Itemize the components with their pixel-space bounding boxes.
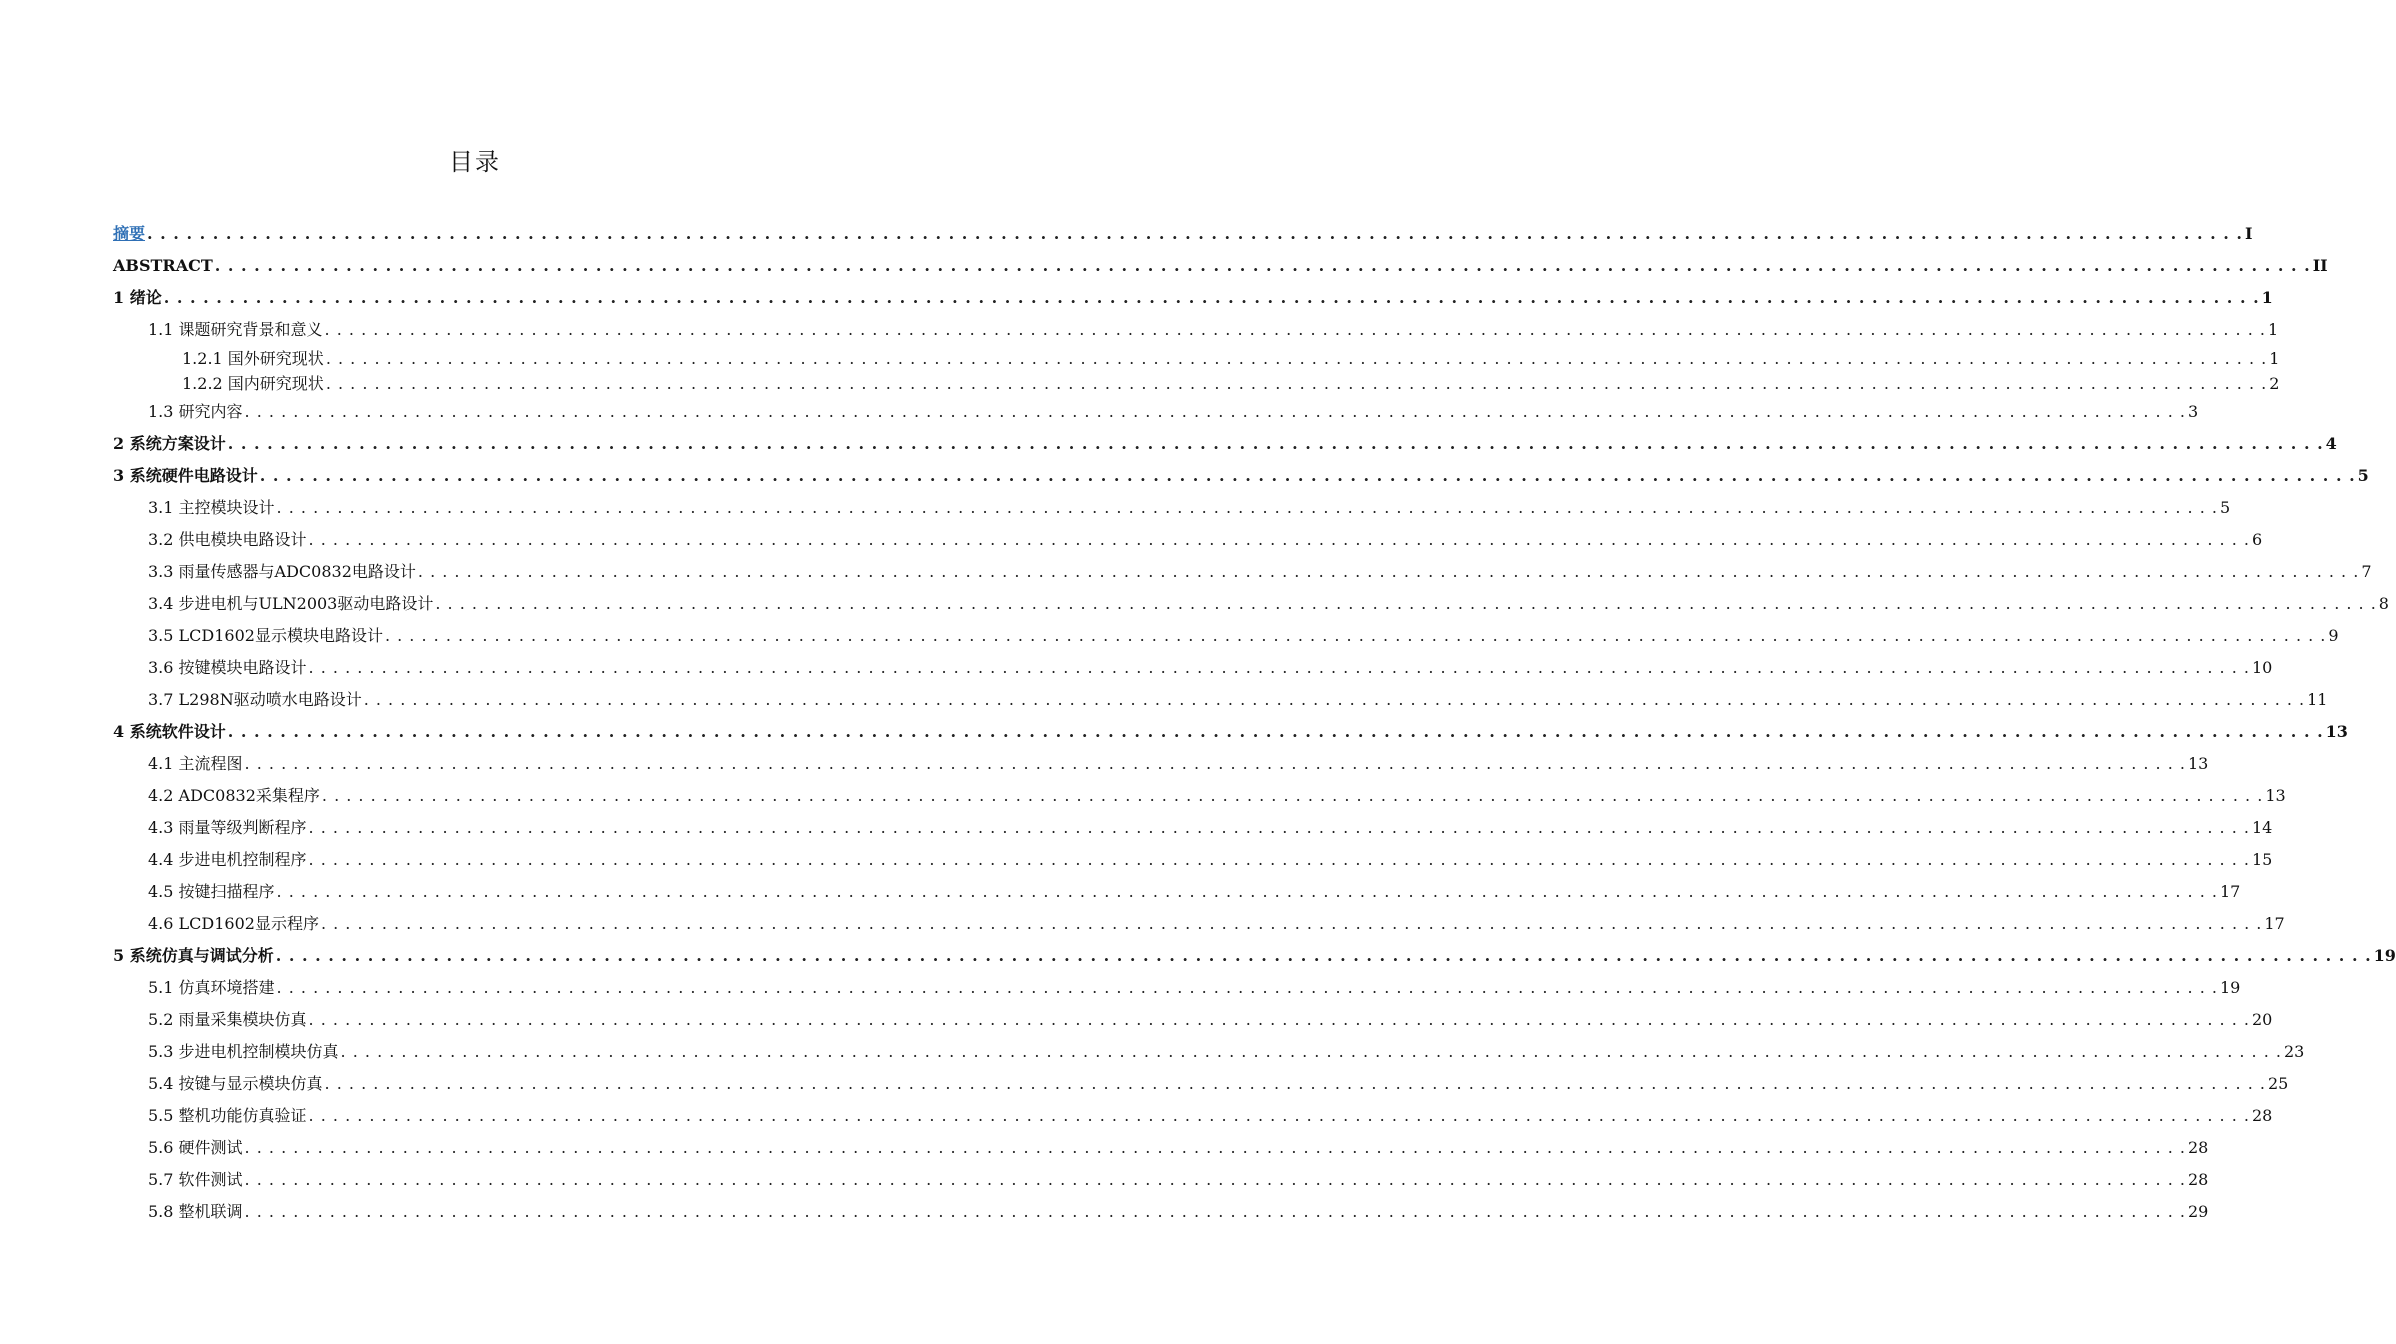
- toc-page-number: 19: [2219, 978, 2241, 997]
- toc-page-number: 5: [2357, 466, 2369, 485]
- toc-entry-label: 3.1 主控模块设计: [148, 492, 277, 524]
- toc-entry[interactable]: [113, 346, 2280, 371]
- toc-page-number: 28: [2251, 1106, 2273, 1125]
- toc-entry-label: 1 绪论: [113, 282, 164, 314]
- toc-entry[interactable]: [113, 972, 2241, 1004]
- toc-page-number: 14: [2251, 818, 2273, 837]
- toc-page-number: II: [2312, 256, 2328, 275]
- toc-dot-leader: . . . . . . . . . . . . . . . . . . . . . . . . . . . . . . . . . . . . . . . . . . . . . . . . . . . . . . . . . . . . . . . . . . . . . . . . . . . . . . . . . . . . . . . . . . . . . . . . . . . . . . . . . . . . . . . . . . . . . . . . . . . . . . . . . . . . . . . . . . . . . . . . . . . . . . . . . . . . . . . .: [163, 288, 2260, 307]
- toc-dot-leader: . . . . . . . . . . . . . . . . . . . . . . . . . . . . . . . . . . . . . . . . . . . . . . . . . . . . . . . . . . . . . . . . . . . . . . . . . . . . . . . . . . . . . . . . . . . . . . . . . . . . . . . . . . . . . . . . . . . . . . . . . . . . . . . . . . . . . . . . . . . . . . . . . . . . . . . . . . . . . . . .: [308, 1010, 2250, 1029]
- toc-entry-label: 5.1 仿真环境搭建: [148, 972, 277, 1004]
- toc-entry-label: 5.2 雨量采集模块仿真: [148, 1004, 309, 1036]
- toc-page-number: 7: [2361, 562, 2372, 581]
- toc-page-number: 1: [2269, 349, 2280, 368]
- toc-entry[interactable]: [113, 844, 2273, 876]
- toc-entry-label: 2 系统方案设计: [113, 428, 228, 460]
- toc-dot-leader: . . . . . . . . . . . . . . . . . . . . . . . . . . . . . . . . . . . . . . . . . . . . . . . . . . . . . . . . . . . . . . . . . . . . . . . . . . . . . . . . . . . . . . . . . . . . . . . . . . . . . . . . . . . . . . . . . . . . . . . . . . . . . . . . . . . . . . . . . . . . . . . . . . . . . . . . . . . . . . . .: [324, 1074, 2266, 1093]
- toc-page-number: 9: [2328, 626, 2339, 645]
- toc-entry[interactable]: [113, 1196, 2209, 1228]
- toc-dot-leader: . . . . . . . . . . . . . . . . . . . . . . . . . . . . . . . . . . . . . . . . . . . . . . . . . . . . . . . . . . . . . . . . . . . . . . . . . . . . . . . . . . . . . . . . . . . . . . . . . . . . . . . . . . . . . . . . . . . . . . . . . . . . . . . . . . . . . . . . . . . . . . . . . . . . . . . . . . . . . . . .: [324, 320, 2266, 339]
- toc-dot-leader: . . . . . . . . . . . . . . . . . . . . . . . . . . . . . . . . . . . . . . . . . . . . . . . . . . . . . . . . . . . . . . . . . . . . . . . . . . . . . . . . . . . . . . . . . . . . . . . . . . . . . . . . . . . . . . . . . . . . . . . . . . . . . . . . . . . . . . . . . . . . . . . . . . . . . . . . . . . . . . . .: [308, 658, 2250, 677]
- toc-dot-leader: . . . . . . . . . . . . . . . . . . . . . . . . . . . . . . . . . . . . . . . . . . . . . . . . . . . . . . . . . . . . . . . . . . . . . . . . . . . . . . . . . . . . . . . . . . . . . . . . . . . . . . . . . . . . . . . . . . . . . . . . . . . . . . . . . . . . . . . . . . . . . . . . . . . . . . . . . . . . . . . .: [227, 434, 2324, 453]
- toc-entry[interactable]: [113, 460, 2369, 492]
- toc-dot-leader: . . . . . . . . . . . . . . . . . . . . . . . . . . . . . . . . . . . . . . . . . . . . . . . . . . . . . . . . . . . . . . . . . . . . . . . . . . . . . . . . . . . . . . . . . . . . . . . . . . . . . . . . . . . . . . . . . . . . . . . . . . . . . . . . . . . . . . . . . . . . . . . . . . . . . . . . . . . . . . . .: [244, 1170, 2186, 1189]
- toc-page-number: 28: [2187, 1138, 2209, 1157]
- toc-entry-label: 4.4 步进电机控制程序: [148, 844, 309, 876]
- toc-entry-label: 4.1 主流程图: [148, 748, 245, 780]
- toc-page-number: 17: [2264, 914, 2285, 933]
- toc-page-number: 15: [2251, 850, 2273, 869]
- toc-entry[interactable]: [113, 1068, 2289, 1100]
- toc-entry[interactable]: [113, 780, 2286, 812]
- toc-entry-label: 3.2 供电模块电路设计: [148, 524, 309, 556]
- toc-entry-label: 4.3 雨量等级判断程序: [148, 812, 309, 844]
- toc-entry-label: 4.6 LCD1602显示程序: [148, 908, 321, 940]
- toc-entry[interactable]: [113, 652, 2273, 684]
- toc-entry-label: 5 系统仿真与调试分析: [113, 940, 276, 972]
- toc-dot-leader: . . . . . . . . . . . . . . . . . . . . . . . . . . . . . . . . . . . . . . . . . . . . . . . . . . . . . . . . . . . . . . . . . . . . . . . . . . . . . . . . . . . . . . . . . . . . . . . . . . . . . . . . . . . . . . . . . . . . . . . . . . . . . . . . . . . . . . . . . . . . . . . . . . . . . . . . . . . . . . . .: [308, 1106, 2250, 1125]
- toc-dot-leader: . . . . . . . . . . . . . . . . . . . . . . . . . . . . . . . . . . . . . . . . . . . . . . . . . . . . . . . . . . . . . . . . . . . . . . . . . . . . . . . . . . . . . . . . . . . . . . . . . . . . . . . . . . . . . . . . . . . . . . . . . . . . . . . . . . . . . . . . . . . . . . . . . . . . . . . . . . . . . . . .: [340, 1042, 2282, 1061]
- toc-entry-label: 1.1 课题研究背景和意义: [148, 314, 325, 346]
- toc-entry-label: 1.2.1 国外研究现状: [182, 346, 326, 371]
- toc-page-number: 29: [2187, 1202, 2209, 1221]
- toc-entry-label: 4 系统软件设计: [113, 716, 228, 748]
- toc-entry-label: 4.5 按键扫描程序: [148, 876, 277, 908]
- toc-title: 目录: [449, 148, 501, 176]
- toc-entry[interactable]: [113, 556, 2372, 588]
- toc-entry[interactable]: [113, 218, 2253, 250]
- toc-entry[interactable]: [113, 588, 2389, 620]
- toc-page-number: 19: [2373, 946, 2396, 965]
- toc-entry[interactable]: [113, 716, 2348, 748]
- toc-entry[interactable]: [113, 250, 2328, 282]
- toc-entry[interactable]: [113, 876, 2241, 908]
- toc-dot-leader: . . . . . . . . . . . . . . . . . . . . . . . . . . . . . . . . . . . . . . . . . . . . . . . . . . . . . . . . . . . . . . . . . . . . . . . . . . . . . . . . . . . . . . . . . . . . . . . . . . . . . . . . . . . . . . . . . . . . . . . . . . . . . . . . . . . . . . . . . . . . . . . . . . . . . . . . . . . . . . . .: [435, 594, 2377, 613]
- toc-entry[interactable]: [113, 371, 2280, 396]
- toc-entry[interactable]: [113, 812, 2273, 844]
- toc-dot-leader: . . . . . . . . . . . . . . . . . . . . . . . . . . . . . . . . . . . . . . . . . . . . . . . . . . . . . . . . . . . . . . . . . . . . . . . . . . . . . . . . . . . . . . . . . . . . . . . . . . . . . . . . . . . . . . . . . . . . . . . . . . . . . . . . . . . . . . . . . . . . . . . . . . . . . . . . . . . . . . . .: [308, 818, 2250, 837]
- toc-page-number: 4: [2325, 434, 2337, 453]
- toc-page-number: I: [2244, 224, 2253, 243]
- toc-page-number: 2: [2269, 374, 2280, 393]
- toc-entry-label: 5.5 整机功能仿真验证: [148, 1100, 309, 1132]
- toc-page-number: 20: [2251, 1010, 2273, 1029]
- toc-entry-label: 5.4 按键与显示模块仿真: [148, 1068, 325, 1100]
- toc-dot-leader: . . . . . . . . . . . . . . . . . . . . . . . . . . . . . . . . . . . . . . . . . . . . . . . . . . . . . . . . . . . . . . . . . . . . . . . . . . . . . . . . . . . . . . . . . . . . . . . . . . . . . . . . . . . . . . . . . . . . . . . . . . . . . . . . . . . . . . . . . . . . . . . . . . . . . . . . . . . . . . . .: [276, 498, 2218, 517]
- toc-entry-label[interactable]: 摘要: [113, 218, 147, 250]
- toc-dot-leader: . . . . . . . . . . . . . . . . . . . . . . . . . . . . . . . . . . . . . . . . . . . . . . . . . . . . . . . . . . . . . . . . . . . . . . . . . . . . . . . . . . . . . . . . . . . . . . . . . . . . . . . . . . . . . . . . . . . . . . . . . . . . . . . . . . . . . . . . . . . . . . . . . . . . . . . . . . . . . . . .: [259, 466, 2356, 485]
- toc-page-number: 5: [2219, 498, 2231, 517]
- toc-entry[interactable]: [113, 748, 2209, 780]
- toc-page-number: 3: [2187, 402, 2199, 421]
- toc-dot-leader: . . . . . . . . . . . . . . . . . . . . . . . . . . . . . . . . . . . . . . . . . . . . . . . . . . . . . . . . . . . . . . . . . . . . . . . . . . . . . . . . . . . . . . . . . . . . . . . . . . . . . . . . . . . . . . . . . . . . . . . . . . . . . . . . . . . . . . . . . . . . . . . . . . . . . . . . . . . . . . . .: [147, 224, 2243, 243]
- toc-entry[interactable]: [113, 314, 2279, 346]
- toc-dot-leader: . . . . . . . . . . . . . . . . . . . . . . . . . . . . . . . . . . . . . . . . . . . . . . . . . . . . . . . . . . . . . . . . . . . . . . . . . . . . . . . . . . . . . . . . . . . . . . . . . . . . . . . . . . . . . . . . . . . . . . . . . . . . . . . . . . . . . . . . . . . . . . . . . . . . . . . . . . . . . . . .: [275, 946, 2372, 965]
- toc-dot-leader: . . . . . . . . . . . . . . . . . . . . . . . . . . . . . . . . . . . . . . . . . . . . . . . . . . . . . . . . . . . . . . . . . . . . . . . . . . . . . . . . . . . . . . . . . . . . . . . . . . . . . . . . . . . . . . . . . . . . . . . . . . . . . . . . . . . . . . . . . . . . . . . . . . . . . . . . . . . . . . . .: [244, 1202, 2186, 1221]
- toc-dot-leader: . . . . . . . . . . . . . . . . . . . . . . . . . . . . . . . . . . . . . . . . . . . . . . . . . . . . . . . . . . . . . . . . . . . . . . . . . . . . . . . . . . . . . . . . . . . . . . . . . . . . . . . . . . . . . . . . . . . . . . . . . . . . . . . . . . . . . . . . . . . . . . . . . . . . . . . . . . . . . . . .: [325, 349, 2268, 368]
- toc-entry-label: 3.5 LCD1602显示模块电路设计: [148, 620, 385, 652]
- toc-entry-label: 5.7 软件测试: [148, 1164, 245, 1196]
- toc-entry[interactable]: [113, 1132, 2209, 1164]
- table-of-contents: [113, 218, 2396, 1228]
- toc-entry[interactable]: [113, 492, 2231, 524]
- toc-dot-leader: . . . . . . . . . . . . . . . . . . . . . . . . . . . . . . . . . . . . . . . . . . . . . . . . . . . . . . . . . . . . . . . . . . . . . . . . . . . . . . . . . . . . . . . . . . . . . . . . . . . . . . . . . . . . . . . . . . . . . . . . . . . . . . . . . . . . . . . . . . . . . . . . . . . . . . . . . . . . . . . .: [320, 914, 2263, 933]
- toc-page-number: 28: [2187, 1170, 2209, 1189]
- toc-page-number: 13: [2265, 786, 2286, 805]
- toc-dot-leader: . . . . . . . . . . . . . . . . . . . . . . . . . . . . . . . . . . . . . . . . . . . . . . . . . . . . . . . . . . . . . . . . . . . . . . . . . . . . . . . . . . . . . . . . . . . . . . . . . . . . . . . . . . . . . . . . . . . . . . . . . . . . . . . . . . . . . . . . . . . . . . . . . . . . . . . . . . . . . . . .: [276, 882, 2218, 901]
- toc-page-number: 10: [2251, 658, 2273, 677]
- toc-page-number: 1: [2261, 288, 2273, 307]
- toc-entry-label: 1.3 研究内容: [148, 396, 245, 428]
- toc-entry-label: ABSTRACT: [113, 250, 215, 282]
- toc-page-number: 17: [2219, 882, 2241, 901]
- toc-page-number: 13: [2325, 722, 2348, 741]
- toc-dot-leader: . . . . . . . . . . . . . . . . . . . . . . . . . . . . . . . . . . . . . . . . . . . . . . . . . . . . . . . . . . . . . . . . . . . . . . . . . . . . . . . . . . . . . . . . . . . . . . . . . . . . . . . . . . . . . . . . . . . . . . . . . . . . . . . . . . . . . . . . . . . . . . . . . . . . . . . . . . . . . . . .: [321, 786, 2264, 805]
- toc-entry[interactable]: [113, 282, 2273, 314]
- toc-dot-leader: . . . . . . . . . . . . . . . . . . . . . . . . . . . . . . . . . . . . . . . . . . . . . . . . . . . . . . . . . . . . . . . . . . . . . . . . . . . . . . . . . . . . . . . . . . . . . . . . . . . . . . . . . . . . . . . . . . . . . . . . . . . . . . . . . . . . . . . . . . . . . . . . . . . . . . . . . . . . . . . .: [308, 850, 2250, 869]
- toc-dot-leader: . . . . . . . . . . . . . . . . . . . . . . . . . . . . . . . . . . . . . . . . . . . . . . . . . . . . . . . . . . . . . . . . . . . . . . . . . . . . . . . . . . . . . . . . . . . . . . . . . . . . . . . . . . . . . . . . . . . . . . . . . . . . . . . . . . . . . . . . . . . . . . . . . . . . . . . . . . . . . . . .: [308, 530, 2250, 549]
- toc-page-number: 1: [2267, 320, 2279, 339]
- toc-entry-label: 5.3 步进电机控制模块仿真: [148, 1036, 341, 1068]
- toc-page-number: 6: [2251, 530, 2263, 549]
- toc-dot-leader: . . . . . . . . . . . . . . . . . . . . . . . . . . . . . . . . . . . . . . . . . . . . . . . . . . . . . . . . . . . . . . . . . . . . . . . . . . . . . . . . . . . . . . . . . . . . . . . . . . . . . . . . . . . . . . . . . . . . . . . . . . . . . . . . . . . . . . . . . . . . . . . . . . . . . . . . . . . . . . . .: [417, 562, 2360, 581]
- toc-page-number: 8: [2378, 594, 2389, 613]
- toc-page-number: 13: [2187, 754, 2209, 773]
- toc-entry-label: 5.6 硬件测试: [148, 1132, 245, 1164]
- toc-entry[interactable]: [113, 396, 2199, 428]
- toc-dot-leader: . . . . . . . . . . . . . . . . . . . . . . . . . . . . . . . . . . . . . . . . . . . . . . . . . . . . . . . . . . . . . . . . . . . . . . . . . . . . . . . . . . . . . . . . . . . . . . . . . . . . . . . . . . . . . . . . . . . . . . . . . . . . . . . . . . . . . . . . . . . . . . . . . . . . . . . . . . . . . . . .: [244, 1138, 2186, 1157]
- toc-entry[interactable]: [113, 524, 2263, 556]
- toc-dot-leader: . . . . . . . . . . . . . . . . . . . . . . . . . . . . . . . . . . . . . . . . . . . . . . . . . . . . . . . . . . . . . . . . . . . . . . . . . . . . . . . . . . . . . . . . . . . . . . . . . . . . . . . . . . . . . . . . . . . . . . . . . . . . . . . . . . . . . . . . . . . . . . . . . . . . . . . . . . . . . . . .: [227, 722, 2324, 741]
- toc-entry-label: 3 系统硬件电路设计: [113, 460, 260, 492]
- toc-entry[interactable]: [113, 1100, 2273, 1132]
- toc-dot-leader: . . . . . . . . . . . . . . . . . . . . . . . . . . . . . . . . . . . . . . . . . . . . . . . . . . . . . . . . . . . . . . . . . . . . . . . . . . . . . . . . . . . . . . . . . . . . . . . . . . . . . . . . . . . . . . . . . . . . . . . . . . . . . . . . . . . . . . . . . . . . . . . . . . . . . . . . . . . . . . . .: [363, 690, 2306, 709]
- toc-entry[interactable]: [113, 940, 2396, 972]
- toc-entry[interactable]: [113, 684, 2328, 716]
- toc-dot-leader: . . . . . . . . . . . . . . . . . . . . . . . . . . . . . . . . . . . . . . . . . . . . . . . . . . . . . . . . . . . . . . . . . . . . . . . . . . . . . . . . . . . . . . . . . . . . . . . . . . . . . . . . . . . . . . . . . . . . . . . . . . . . . . . . . . . . . . . . . . . . . . . . . . . . . . . . . . . . . . . .: [325, 374, 2268, 393]
- toc-entry[interactable]: [113, 1164, 2209, 1196]
- toc-dot-leader: . . . . . . . . . . . . . . . . . . . . . . . . . . . . . . . . . . . . . . . . . . . . . . . . . . . . . . . . . . . . . . . . . . . . . . . . . . . . . . . . . . . . . . . . . . . . . . . . . . . . . . . . . . . . . . . . . . . . . . . . . . . . . . . . . . . . . . . . . . . . . . . . . . . . . . . . . . . . . . . .: [214, 256, 2311, 275]
- toc-dot-leader: . . . . . . . . . . . . . . . . . . . . . . . . . . . . . . . . . . . . . . . . . . . . . . . . . . . . . . . . . . . . . . . . . . . . . . . . . . . . . . . . . . . . . . . . . . . . . . . . . . . . . . . . . . . . . . . . . . . . . . . . . . . . . . . . . . . . . . . . . . . . . . . . . . . . . . . . . . . . . . . .: [384, 626, 2327, 645]
- toc-entry-label: 3.3 雨量传感器与ADC0832电路设计: [148, 556, 418, 588]
- toc-entry-label: 5.8 整机联调: [148, 1196, 245, 1228]
- toc-entry[interactable]: [113, 1036, 2305, 1068]
- toc-entry-label: 3.7 L298N驱动喷水电路设计: [148, 684, 364, 716]
- toc-page-number: 23: [2283, 1042, 2305, 1061]
- toc-entry[interactable]: [113, 908, 2285, 940]
- toc-dot-leader: . . . . . . . . . . . . . . . . . . . . . . . . . . . . . . . . . . . . . . . . . . . . . . . . . . . . . . . . . . . . . . . . . . . . . . . . . . . . . . . . . . . . . . . . . . . . . . . . . . . . . . . . . . . . . . . . . . . . . . . . . . . . . . . . . . . . . . . . . . . . . . . . . . . . . . . . . . . . . . . .: [244, 754, 2186, 773]
- toc-entry[interactable]: [113, 620, 2339, 652]
- toc-entry-label: 3.6 按键模块电路设计: [148, 652, 309, 684]
- toc-entry[interactable]: [113, 428, 2337, 460]
- toc-entry-label: 1.2.2 国内研究现状: [182, 371, 326, 396]
- toc-dot-leader: . . . . . . . . . . . . . . . . . . . . . . . . . . . . . . . . . . . . . . . . . . . . . . . . . . . . . . . . . . . . . . . . . . . . . . . . . . . . . . . . . . . . . . . . . . . . . . . . . . . . . . . . . . . . . . . . . . . . . . . . . . . . . . . . . . . . . . . . . . . . . . . . . . . . . . . . . . . . . . . .: [276, 978, 2218, 997]
- toc-page-number: 25: [2267, 1074, 2289, 1093]
- toc-dot-leader: . . . . . . . . . . . . . . . . . . . . . . . . . . . . . . . . . . . . . . . . . . . . . . . . . . . . . . . . . . . . . . . . . . . . . . . . . . . . . . . . . . . . . . . . . . . . . . . . . . . . . . . . . . . . . . . . . . . . . . . . . . . . . . . . . . . . . . . . . . . . . . . . . . . . . . . . . . . . . . . .: [244, 402, 2186, 421]
- toc-entry-label: 3.4 步进电机与ULN2003驱动电路设计: [148, 588, 435, 620]
- toc-entry[interactable]: [113, 1004, 2273, 1036]
- toc-page-number: 11: [2307, 690, 2328, 709]
- toc-entry-label: 4.2 ADC0832采集程序: [148, 780, 322, 812]
